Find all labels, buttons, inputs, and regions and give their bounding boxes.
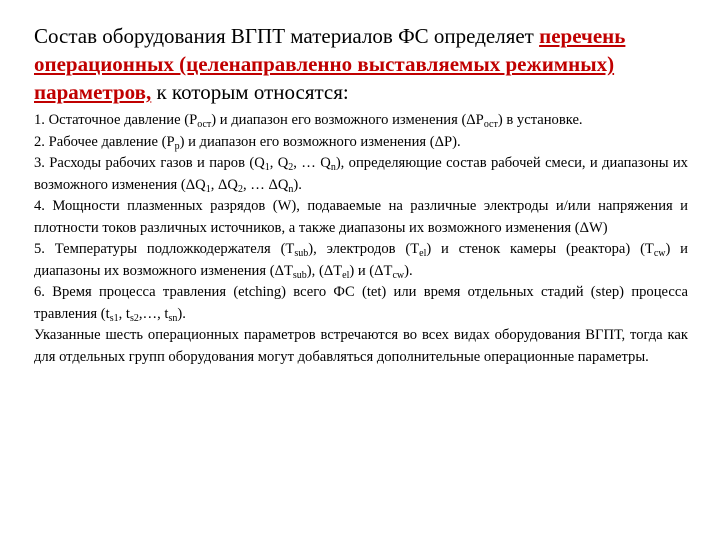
heading-intro: Состав оборудования ВГПТ материалов ФС определяет xyxy=(34,24,534,48)
heading-tail: к которым относятся: xyxy=(151,80,349,104)
list-item-residual-pressure: 1. Остаточное давление $(P_{ост})$ и диапазон его возможного изменения $(\Delta P_{ост})$ в установке. xyxy=(34,112,583,130)
parameter-list xyxy=(34,110,688,368)
list-item-temperatures: 5. Температуры подложкодержателя $(T_{sub})$, электродов $(T_{el})$ и стенок камеры (реактора) $(T_{cw})$ и диапазоны их возможного изменения $(\Delta T_{sub})$, $(\Delta T_{el})$ и $(\Delta T_{cw})$. xyxy=(34,241,688,281)
summary-paragraph: Указанные шесть операционных параметров встречаются во всех видах оборудования ВГПТ, тогда как для отдельных групп оборудования могут добавляться дополнительные операционные параметры. xyxy=(34,327,688,365)
list-item-etching-time: 6. Время процесса травления (etching) всего ФС (tet) или время отдельных стадий (step) процесса травления ($t_{s1}$, $t_{s2},\dots$, $t_{sn}$). xyxy=(34,284,688,324)
list-item-plasma-power: 4. Мощности плазменных разрядов (W), подаваемые на различные электроды и/или напряжения и плотности токов различных источников, а также диапазоны их возможного изменения (ΔW) xyxy=(34,198,688,236)
heading-highlight: перечень операционных (целенаправленно выставляемых режимных) параметров, xyxy=(34,24,626,104)
list-item-gas-flows: 3. Расходы рабочих газов и паров ($Q_1$, $Q_2$, … $Q_n$), определяющие состав рабочей смеси, и диапазоны их возможного изменения ($\Delta Q_1$, $\Delta Q_2$, … $\Delta Q_n$). xyxy=(34,155,688,195)
list-item-working-pressure: 2. Рабочее давление $(P_р)$ и диапазон его возможного изменения (ΔP). xyxy=(34,133,461,152)
heading xyxy=(34,22,688,106)
